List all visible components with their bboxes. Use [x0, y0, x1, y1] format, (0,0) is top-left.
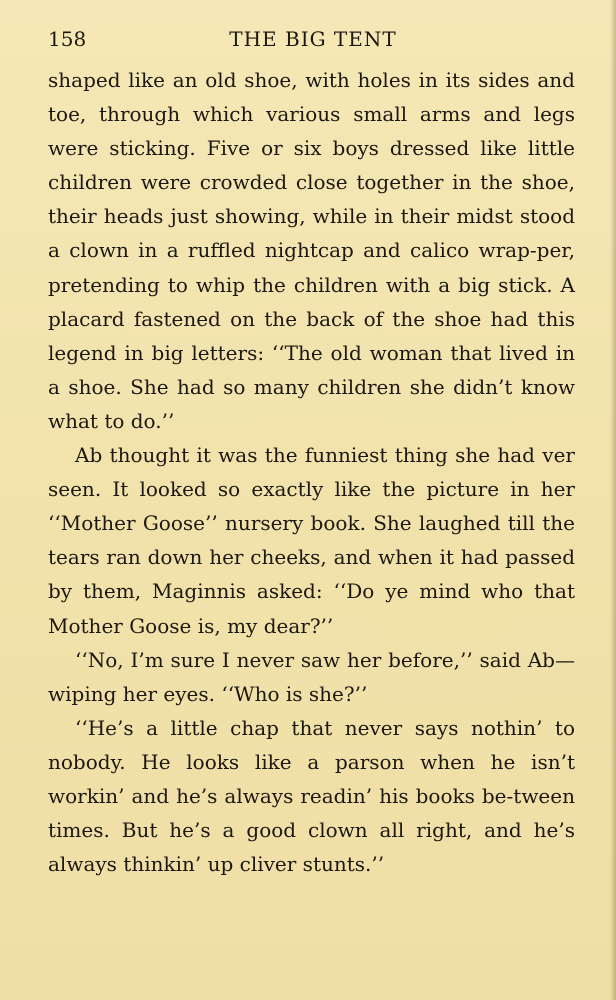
page-header	[48, 26, 578, 52]
body-text	[48, 63, 575, 881]
paragraph-continued: shaped like an old shoe, with holes in its sides and toe, through which various small arms and legs were sticking. Five or six boys dressed like little children were crowded close together in the shoe, their heads just showing, while in their midst stood a clown in a ruffled nightcap and calico wrap-per, pretending to whip the children with a big stick. A placard fastened on the back of the shoe had this legend in big letters: ‘‘The old woman that lived in a shoe. She had so many children she didn’t know what to do.’’	[48, 68, 575, 433]
paragraph-maginnis-reply: ‘‘He’s a little chap that never says nothin’ to nobody. He looks like a parson when he isn’t workin’ and he’s always readin’ his books be-tween times. But he’s a good clown all right, and he’s always thinkin’ up cliver stunts.’’	[48, 715, 575, 877]
paragraph-ab-thought: Ab thought it was the funniest thing she had ver seen. It looked so exactly like the picture in her ‘‘Mother Goose’’ nursery book. She laughed till the tears ran down her cheeks, and when it had passed by them, Maginnis asked: ‘‘Do ye mind who that Mother Goose is, my dear?’’	[48, 443, 575, 638]
page-number: 158	[48, 27, 87, 51]
page-edge-shadow	[610, 0, 616, 1000]
paragraph-ab-reply: ‘‘No, I’m sure I never saw her before,’’ said Ab—wiping her eyes. ‘‘Who is she?’’	[48, 647, 575, 706]
running-title: THE BIG TENT	[229, 27, 397, 51]
